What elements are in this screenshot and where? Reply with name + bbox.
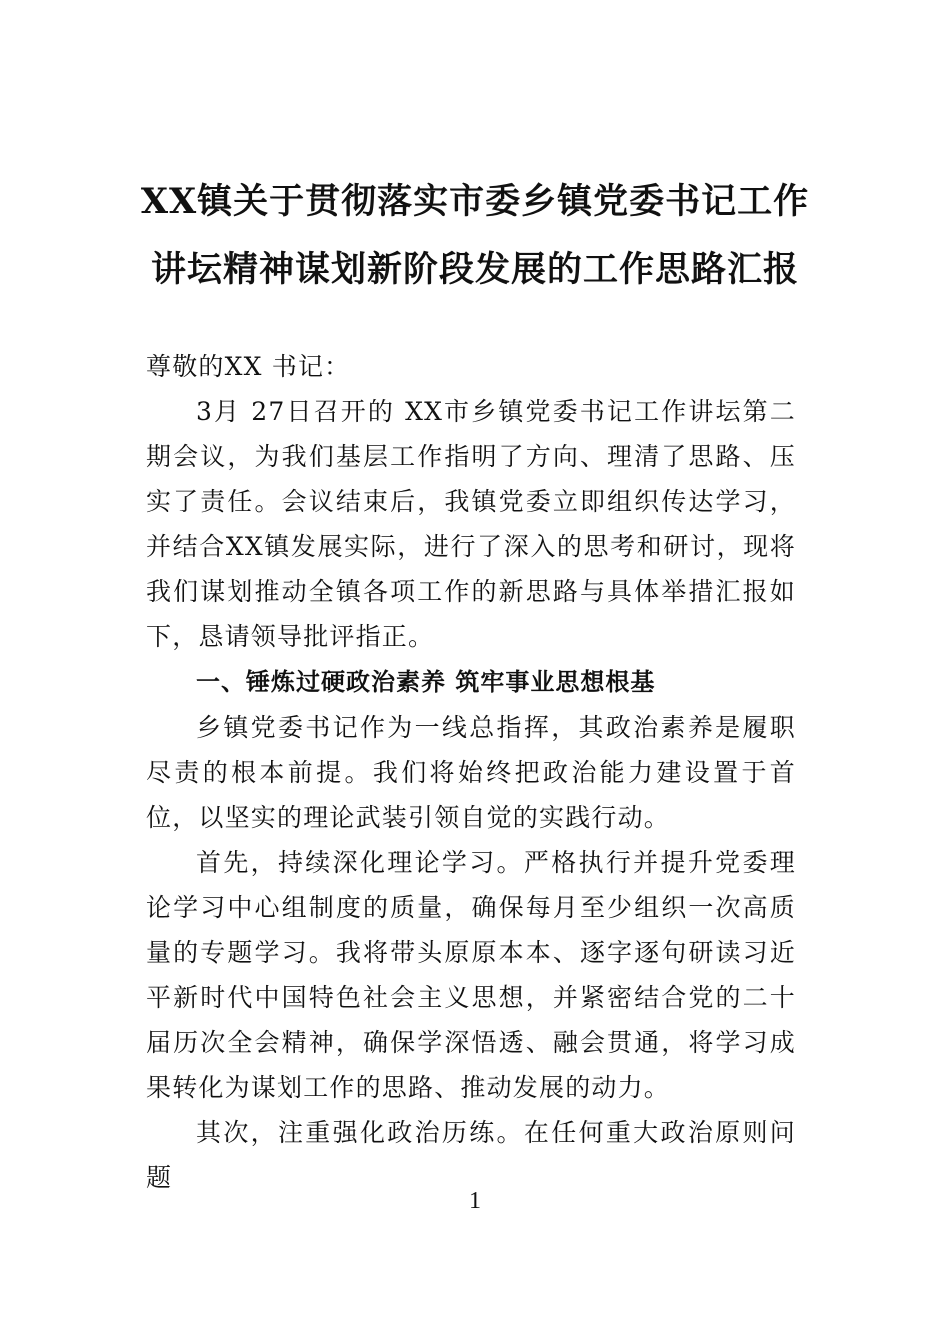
- intro-paragraph: 3月 27日召开的 XX市乡镇党委书记工作讲坛第二期会议，为我们基层工作指明了方向、理清了思路、压实了责任。会议结束后，我镇党委立即组织传达学习，并结合XX镇发展实际，进行了深入的思考和研讨，现将我们谋划推动全镇各项工作的新思路与具体举措汇报如下，恳请领导批评指正。: [146, 397, 796, 651]
- title-line-2: 讲坛精神谋划新阶段发展的工作思路汇报: [150, 249, 799, 290]
- section-paragraph-2: 首先，持续深化理论学习。严格执行并提升党委理论学习中心组制度的质量，确保每月至少组织一次高质量的专题学习。我将带头原原本本、逐字逐句研读习近平新时代中国特色社会主义思想，并紧密结合党的二十届历次全会精神，确保学深悟透、融会贯通，将学习成果转化为谋划工作的思路、推动发展的动力。: [146, 848, 796, 1102]
- section-paragraph-3: 其次，注重强化政治历练。在任何重大政治原则问题: [146, 1118, 796, 1192]
- page-number: 1: [469, 1188, 481, 1214]
- section-heading: 一、锤炼过硬政治素养 筑牢事业思想根基: [196, 668, 656, 696]
- salutation: 尊敬的XX 书记：: [146, 352, 351, 381]
- document-title: [130, 168, 820, 304]
- section-paragraph-1: 乡镇党委书记作为一线总指挥，其政治素养是履职尽责的根本前提。我们将始终把政治能力建设置于首位，以坚实的理论武装引领自觉的实践行动。: [146, 713, 796, 832]
- document-body: [146, 344, 796, 1200]
- title-line-1: XX镇关于贯彻落实市委乡镇党委书记工作: [140, 181, 810, 222]
